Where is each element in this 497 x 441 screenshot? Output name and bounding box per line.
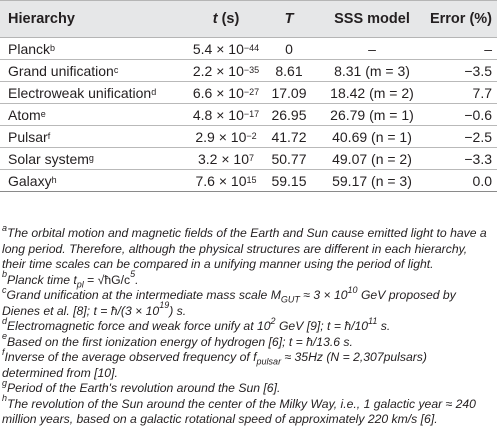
footnote-c-sup2: 19: [159, 300, 170, 311]
footnote-f-post: ≈ 35Hz (N = 2,307pulsars): [281, 350, 427, 364]
footnote-c-cont: [2, 300, 494, 320]
time-coefficient: 3.2 × 10: [197, 150, 249, 167]
footnote-b-end: .: [135, 272, 139, 287]
footnote-c-line2: Dienes et al. [8]; t = ħ/(3 × 10: [2, 303, 160, 318]
table-row: [0, 126, 497, 148]
footnote-c-post: GeV proposed by: [357, 288, 456, 302]
footnote-h-cont: million years, based on a galactic rotational speed of approximately 220 km/s [6].: [2, 412, 438, 426]
cell-time: 2.9 × 10 $^{-2}$: [195, 128, 257, 145]
cell-hierarchy: Solar system $^g$: [8, 150, 94, 167]
cell-sss-model: –: [368, 40, 376, 57]
hierarchy-name: Atom: [8, 106, 41, 123]
footnote-b-mark: b: [2, 269, 8, 280]
footnote-e-text: Based on the first ionization energy of hydrogen [6]; t = ħ/13.6 s.: [7, 334, 353, 349]
footnote-c: [2, 284, 494, 305]
footnote-f: [2, 346, 494, 367]
hierarchy-name: Planck: [8, 40, 51, 57]
hierarchy-name: Galaxy: [8, 172, 52, 189]
cell-sss-model: 59.17 (n = 3): [332, 172, 412, 189]
footnote-d-mid: GeV [9]; t = ħ/10: [275, 319, 369, 333]
footnote-f-sub: pulsar: [256, 356, 282, 367]
header-sss-model: SSS model: [334, 11, 410, 27]
cell-hierarchy: Planck $^b$: [8, 40, 56, 57]
table-row: [0, 148, 497, 170]
footnote-h-mark: h: [2, 393, 8, 404]
cell-sss-model: 26.79 (m = 1): [330, 106, 414, 123]
cell-hierarchy: Grand unification $^c$: [8, 62, 119, 79]
cell-T: 17.09: [271, 84, 307, 101]
footnote-a-mark: a: [2, 222, 8, 233]
footnote-e: [2, 331, 494, 351]
footnote-b: [2, 269, 494, 289]
cell-time: 7.6 × 10 $^{15}$: [195, 172, 257, 189]
header-error: Error (%): [429, 11, 492, 27]
cell-T: 8.61: [275, 62, 303, 79]
footnote-c-text: Grand unification at the intermediate mass scale M: [6, 288, 281, 302]
footnote-h: [2, 393, 494, 413]
footnote-e-mark: e: [2, 331, 8, 342]
header-time: [176, 1, 276, 37]
footnote-f-cont: determined from [10].: [2, 365, 118, 380]
header-hierarchy: Hierarchy: [8, 11, 75, 27]
cell-time: 5.4 × 10 $^{-44}$: [192, 40, 260, 57]
hierarchy-name: Pulsar: [8, 128, 48, 145]
footnote-b-formula: = √ħG/c: [83, 272, 131, 287]
table-row: [0, 82, 497, 104]
table-header: [0, 0, 497, 38]
footnote-d-sup2: 11: [368, 315, 378, 326]
footnote-b-sup: 5: [130, 269, 136, 280]
footnote-d-sup: 2: [270, 315, 276, 326]
footnote-c-sup: 10: [347, 284, 358, 295]
time-coefficient: 4.8 × 10: [192, 106, 244, 123]
cell-T: 41.72: [271, 128, 307, 145]
footnote-f-text: Inverse of the average observed frequency of f: [4, 350, 257, 364]
cell-hierarchy: Atom $^e$: [8, 106, 46, 123]
cell-time: 3.2 × 10 $^7$: [197, 150, 254, 167]
table-body: [0, 38, 497, 192]
footnote-c-mark: c: [2, 284, 7, 295]
footnote-d-end: s.: [377, 319, 391, 333]
cell-hierarchy: Galaxy $^h$: [8, 172, 57, 189]
results-table: [0, 0, 497, 192]
cell-sss-model: 49.07 (n = 2): [332, 150, 412, 167]
cell-time: 2.2 × 10 $^{-35}$: [192, 62, 260, 79]
cell-error: −3.3: [464, 150, 492, 167]
cell-hierarchy: Electroweak unification $^d$: [8, 84, 157, 101]
footnote-h-text: The revolution of the Sun around the center of the Milky Way, i.e., 1 galactic year ≈ 240: [7, 396, 476, 411]
cell-T: 50.77: [271, 150, 307, 167]
cell-sss-model: 18.42 (m = 2): [330, 84, 414, 101]
time-coefficient: 2.2 × 10: [192, 62, 244, 79]
footnote-d: [2, 315, 494, 335]
cell-error: 0.0: [472, 172, 492, 189]
footnote-c-line2-end: ) s.: [169, 303, 187, 318]
time-coefficient: 7.6 × 10: [195, 172, 247, 189]
cell-T: 59.15: [271, 172, 307, 189]
footnote-c-sub: GUT: [280, 294, 300, 305]
footnote-b-sub: pl: [76, 278, 84, 289]
hierarchy-name: Solar system: [8, 150, 89, 167]
cell-sss-model: 8.31 (m = 3): [334, 62, 410, 79]
hierarchy-name: Electroweak unification: [8, 84, 152, 101]
cell-error: −2.5: [464, 128, 492, 145]
time-coefficient: 5.4 × 10: [192, 40, 244, 57]
footnotes: [2, 222, 494, 428]
header-time-unit: (s): [217, 11, 240, 27]
table-row: [0, 104, 497, 126]
header-time-symbol: t: [212, 11, 218, 27]
footnote-c-mid: ≈ 3 × 10: [299, 288, 348, 302]
cell-T: 0: [285, 40, 293, 57]
footnote-b-text: Planck time t: [7, 272, 77, 287]
cell-error: 7.7: [472, 84, 492, 101]
cell-time: 4.8 × 10 $^{-17}$: [192, 106, 260, 123]
cell-time: 6.6 × 10 $^{-27}$: [192, 84, 260, 101]
footnote-g-text: Period of the Earth's revolution around the Sun [6].: [7, 381, 281, 395]
cell-error: −3.5: [464, 62, 492, 79]
footnote-d-text: Electromagnetic force and weak force unify at 10: [7, 319, 271, 333]
footnote-g: [2, 377, 494, 397]
cell-hierarchy: Pulsar $^f$: [8, 128, 51, 145]
footnote-a-text: The orbital motion and magnetic fields of the Earth and Sun cause emitted light to have a long period. Therefore, although the physical structures are different in each hierarchy, their time scales can be compared in a unifying manner using the period of light.: [2, 226, 487, 271]
table-row: [0, 60, 497, 82]
cell-error: –: [484, 40, 492, 57]
cell-sss-model: 40.69 (n = 1): [332, 128, 412, 145]
time-coefficient: 2.9 × 10: [195, 128, 247, 145]
footnote-d-mark: d: [2, 315, 8, 326]
table-row: [0, 170, 497, 192]
footnote-f-mark: f: [2, 346, 5, 357]
footnote-g-mark: g: [2, 377, 8, 388]
time-coefficient: 6.6 × 10: [192, 84, 244, 101]
hierarchy-name: Grand unification: [8, 62, 114, 79]
cell-error: −0.6: [464, 106, 492, 123]
footnote-a: [2, 222, 494, 273]
cell-T: 26.95: [271, 106, 307, 123]
table-row: [0, 38, 497, 60]
header-T: T: [284, 11, 294, 27]
